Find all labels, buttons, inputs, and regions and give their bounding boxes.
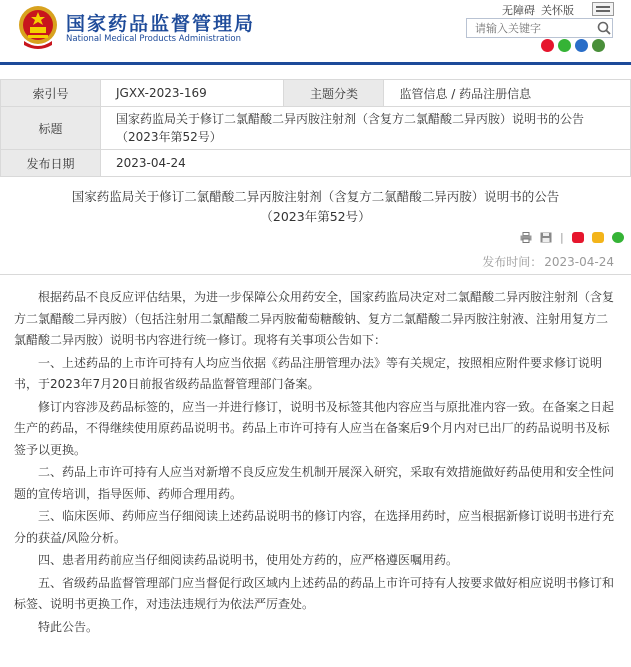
table-row bbox=[1, 80, 631, 107]
category-label: 主题分类 bbox=[284, 80, 384, 107]
paragraph: 五、省级药品监督管理部门应当督促行政区域内上述药品的药品上市许可持有人按要求做好相应说明书修订和标签、说明书更换工作，对违法违规行为依法严厉查处。 bbox=[14, 575, 615, 611]
save-icon[interactable] bbox=[540, 232, 552, 243]
wechat-icon[interactable] bbox=[558, 39, 571, 52]
paragraph: 修订内容涉及药品标签的，应当一并进行修订，说明书及标签其他内容应当与原批准内容一致。在备案之日起生产的药品，不得继续使用原药品说明书。药品上市许可持有人应当在备案后9个月内对已出厂的药品说明书及标签予以更换。 bbox=[14, 399, 615, 457]
elderly-mode-link[interactable]: 关怀版 bbox=[541, 4, 574, 17]
paragraph: 四、患者用药前应当仔细阅读药品说明书，使用处方药的，应严格遵医嘱用药。 bbox=[38, 553, 459, 567]
index-label: 索引号 bbox=[1, 80, 101, 107]
site-title[interactable]: 国家药品监督管理局 bbox=[66, 13, 256, 35]
wechat-icon[interactable] bbox=[612, 232, 624, 243]
print-icon[interactable] bbox=[520, 232, 532, 243]
category-value: 监管信息 / 药品注册信息 bbox=[384, 80, 631, 107]
search-input[interactable] bbox=[466, 18, 613, 38]
date-value: 2023-04-24 bbox=[101, 150, 631, 177]
weibo-icon[interactable] bbox=[541, 39, 554, 52]
tools-separator: | bbox=[560, 230, 564, 244]
paragraph: 根据药品不良反应评估结果，为进一步保障公众用药安全，国家药监局决定对二氯醋酸二异丙胺注射剂（含复方二氯醋酸二异丙胺）（包括注射用二氯醋酸二异丙胺葡萄糖酸钠、复方二氯醋酸二异丙胺注射液、注射用复方二氯醋酸二异丙胺）说明书内容进行统一修订。现将有关事项公告如下： bbox=[14, 290, 615, 347]
publish-time-value: 2023-04-24 bbox=[544, 255, 614, 269]
qzone-icon[interactable] bbox=[592, 232, 604, 243]
article-title bbox=[30, 187, 601, 227]
table-row bbox=[1, 150, 631, 177]
title-divider bbox=[0, 274, 631, 275]
menu-icon[interactable] bbox=[592, 2, 614, 16]
article-title-line: （2023年第52号） bbox=[260, 209, 371, 224]
article-body bbox=[14, 287, 619, 639]
mini-program-icon[interactable] bbox=[592, 39, 605, 52]
top-links bbox=[502, 2, 580, 18]
national-emblem-icon[interactable] bbox=[18, 5, 58, 49]
search-icon[interactable] bbox=[595, 19, 613, 37]
site-subtitle: National Medical Products Administration bbox=[66, 34, 241, 44]
social-share-row bbox=[541, 39, 605, 53]
table-row bbox=[1, 107, 631, 150]
title-label: 标题 bbox=[1, 107, 101, 150]
article-title-line: 国家药监局关于修订二氯醋酸二异丙胺注射剂（含复方二氯醋酸二异丙胺）说明书的公告 bbox=[71, 189, 560, 204]
info-table bbox=[0, 79, 631, 177]
header-divider bbox=[0, 62, 631, 65]
paragraph: 特此公告。 bbox=[38, 619, 99, 634]
title-value: 国家药监局关于修订二氯醋酸二异丙胺注射剂（含复方二氯醋酸二异丙胺）说明书的公告（2023年第52号） bbox=[101, 107, 631, 150]
paragraph: 二、药品上市许可持有人应当对新增不良反应发生机制开展深入研究，采取有效措施做好药品使用和安全性问题的宣传培训，指导医师、药师合理用药。 bbox=[14, 465, 615, 501]
date-label: 发布日期 bbox=[1, 150, 101, 177]
article-tools bbox=[520, 229, 624, 245]
paragraph: 三、临床医师、药师应当仔细阅读上述药品说明书的修订内容，在选择用药时，应当根据新修订说明书进行充分的获益/风险分析。 bbox=[14, 509, 615, 545]
site-header bbox=[0, 0, 631, 62]
accessibility-link[interactable]: 无障碍 bbox=[502, 4, 535, 17]
weibo-icon[interactable] bbox=[572, 232, 584, 243]
index-value: JGXX-2023-169 bbox=[101, 80, 284, 107]
publish-time bbox=[482, 253, 614, 270]
app-icon[interactable] bbox=[575, 39, 588, 52]
paragraph: 一、上述药品的上市许可持有人均应当依据《药品注册管理办法》等有关规定，按照相应附件要求修订说明书，于2023年7月20日前报省级药品监督管理部门备案。 bbox=[14, 355, 603, 391]
publish-time-label: 发布时间： bbox=[482, 255, 543, 269]
